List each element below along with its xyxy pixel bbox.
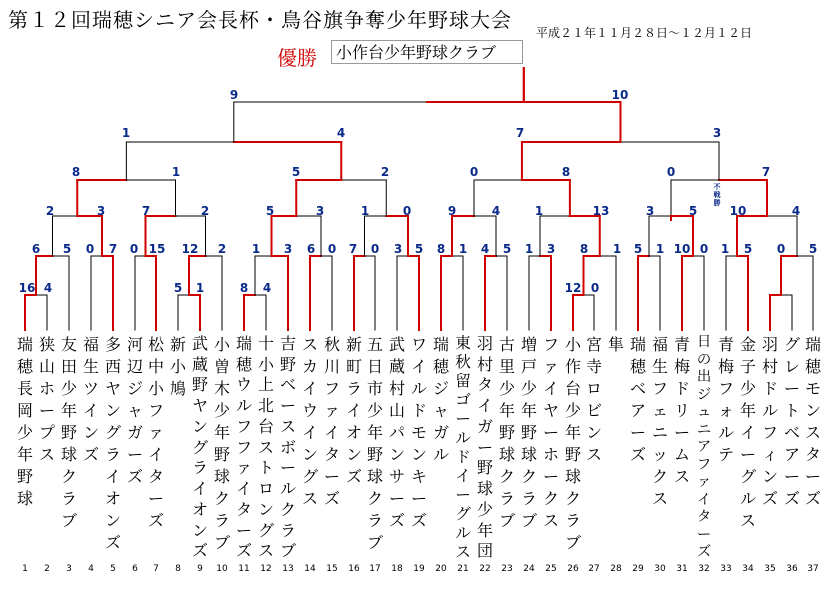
match-score: 3	[315, 204, 325, 218]
match-score: 1	[360, 204, 370, 218]
match-score: 3	[283, 242, 293, 256]
team-number: 17	[369, 564, 381, 574]
team-number: 35	[764, 564, 776, 574]
team-name: 狭 山 ホ ー プ ス	[38, 335, 55, 464]
match-score: 3	[712, 126, 722, 140]
team-name: 松 中 小 フ ァ イ タ ー ズ	[147, 335, 164, 530]
match-score: 4	[791, 204, 801, 218]
match-score: 2	[380, 165, 390, 179]
team-number: 3	[66, 564, 72, 574]
match-score: 1	[534, 204, 544, 218]
team-name: ス カ イ ウ イ ン グ ス	[301, 335, 318, 508]
team-name: 友 田 少 年 野 球 ク ラ ブ	[60, 335, 77, 530]
team-number: 14	[304, 564, 316, 574]
match-score: 1	[612, 242, 622, 256]
team-name: 瑞 穂 ジ ャ ガ ル	[432, 335, 449, 464]
match-score: 1	[171, 165, 181, 179]
match-score: 2	[45, 204, 55, 218]
match-score: 10	[673, 242, 691, 256]
match-score: 0	[699, 242, 709, 256]
team-name: 新 町 ラ イ オ ン ズ	[345, 335, 362, 486]
match-score: 7	[348, 242, 358, 256]
winner-label: 優勝	[277, 46, 317, 70]
team-number: 37	[807, 564, 819, 574]
team-number: 22	[479, 564, 491, 574]
team-number: 6	[132, 564, 138, 574]
match-score: 1	[251, 242, 261, 256]
team-number: 19	[413, 564, 425, 574]
match-score: 8	[239, 281, 249, 295]
match-score: 0	[402, 204, 412, 218]
team-number: 11	[238, 564, 250, 574]
team-name: 瑞 穂 ウ ル フ フ ァ イ タ ー ズ	[235, 334, 252, 561]
team-number: 4	[88, 564, 94, 574]
team-number: 13	[282, 564, 294, 574]
team-number: 15	[326, 564, 338, 574]
match-score: 1	[121, 126, 131, 140]
match-score: 4	[262, 281, 272, 295]
match-score: 0	[129, 242, 139, 256]
team-name: 金 子 少 年 イ ー グ ル ス	[739, 335, 756, 530]
team-number: 34	[742, 564, 754, 574]
team-name: 河 辺 ジ ャ ガ ー ズ	[126, 335, 143, 486]
team-number: 32	[698, 564, 710, 574]
match-score: 5	[633, 242, 643, 256]
match-score: 5	[743, 242, 753, 256]
team-number: 2	[44, 564, 50, 574]
team-name: 羽 村 タ イ ガ ー 野 球 少 年 団	[476, 334, 493, 561]
team-number: 21	[457, 564, 469, 574]
match-score: 4	[43, 281, 53, 295]
team-number: 16	[348, 564, 360, 574]
match-score: 5	[688, 204, 698, 218]
match-score: 5	[808, 242, 818, 256]
team-number: 1	[22, 564, 28, 574]
match-score: 3	[96, 204, 106, 218]
team-number: 26	[567, 564, 579, 574]
match-score: 13	[592, 204, 610, 218]
team-name: 増 戸 少 年 野 球 ク ラ ブ	[520, 335, 537, 530]
match-score: 7	[515, 126, 525, 140]
team-name: 日 の 出 ジ ュ ニ ア フ ァ イ タ ー ズ	[696, 334, 712, 561]
team-number: 10	[216, 564, 228, 574]
match-score: 7	[761, 165, 771, 179]
match-score: 0	[469, 165, 479, 179]
team-name: 青 梅 フ ォ ル テ	[717, 335, 734, 464]
match-score: 0	[666, 165, 676, 179]
match-score: 9	[447, 204, 457, 218]
team-number: 7	[153, 564, 159, 574]
match-score: 5	[414, 242, 424, 256]
match-score: 9	[229, 88, 239, 102]
match-score: 4	[336, 126, 346, 140]
match-score: 4	[491, 204, 501, 218]
team-name: グ レ ー ト ベ ア ー ズ	[783, 335, 800, 508]
team-name: 福 生 フ ェ ニ ッ ク ス	[651, 335, 668, 508]
team-number: 9	[197, 564, 203, 574]
match-score: 5	[502, 242, 512, 256]
team-number: 8	[175, 564, 181, 574]
team-name: 古 里 少 年 野 球 ク ラ ブ	[498, 335, 515, 530]
team-number: 12	[260, 564, 272, 574]
team-name: 多 西 ヤ ン グ ラ イ オ ン ズ	[104, 335, 121, 552]
match-score: 1	[458, 242, 468, 256]
team-name: 五 日 市 少 年 野 球 ク ラ ブ	[366, 335, 383, 552]
team-name: 隼	[607, 335, 624, 354]
match-score: 15	[148, 242, 166, 256]
match-score: 3	[645, 204, 655, 218]
team-name: フ ァ イ ヤ ー ホ ー ク ス	[542, 335, 559, 530]
team-name: ワ イ ル ド モ ン キ ー ズ	[410, 335, 427, 530]
team-name: 吉 野 ベ ー ス ボ ー ル ク ラ ブ	[279, 334, 296, 561]
match-score: 6	[31, 242, 41, 256]
match-score: 0	[85, 242, 95, 256]
match-score: 2	[200, 204, 210, 218]
match-score: 4	[480, 242, 490, 256]
team-name: 瑞 穂 長 岡 少 年 野 球	[16, 335, 33, 508]
team-name: 十 小 上 北 台 ス ト ロ ン グ ス	[257, 334, 274, 561]
team-number: 29	[632, 564, 644, 574]
match-score: 2	[217, 242, 227, 256]
team-name: 羽 村 ド ル フ ィ ン ズ	[761, 335, 778, 508]
team-number: 36	[786, 564, 798, 574]
team-name: 武 蔵 野 ヤ ン グ ラ イ オ ン ズ	[191, 334, 208, 561]
team-name: 福 生 ツ イ ン ズ	[82, 335, 99, 464]
team-number: 24	[523, 564, 535, 574]
match-score: 3	[393, 242, 403, 256]
match-score: 7	[108, 242, 118, 256]
team-number: 23	[501, 564, 513, 574]
match-score: 1	[720, 242, 730, 256]
match-score: 1	[195, 281, 205, 295]
match-score: 8	[561, 165, 571, 179]
match-score: 1	[524, 242, 534, 256]
match-score: 10	[611, 88, 629, 102]
forfeit-note: 不 戦 勝	[713, 183, 721, 207]
match-score: 5	[173, 281, 183, 295]
match-score: 12	[181, 242, 199, 256]
match-score: 7	[141, 204, 151, 218]
match-score: 5	[291, 165, 301, 179]
team-number: 33	[720, 564, 732, 574]
team-number: 5	[110, 564, 116, 574]
match-score: 0	[776, 242, 786, 256]
match-score: 5	[62, 242, 72, 256]
team-number: 25	[545, 564, 557, 574]
team-name: 小 作 台 少 年 野 球 ク ラ ブ	[564, 335, 581, 552]
winner-team: 小作台少年野球クラブ	[331, 40, 523, 64]
team-name: 東 秋 留 ゴ ー ル ド イ ー グ ル ス	[455, 334, 471, 561]
match-score: 16	[18, 281, 36, 295]
match-score: 6	[306, 242, 316, 256]
match-score: 0	[327, 242, 337, 256]
team-number: 27	[588, 564, 600, 574]
match-score: 0	[370, 242, 380, 256]
team-name: 瑞 穂 ベ ア ー ズ	[629, 335, 646, 464]
team-number: 31	[676, 564, 688, 574]
team-number: 28	[610, 564, 622, 574]
team-name: 青 梅 ド リ ー ム ス	[673, 335, 690, 486]
team-name: 新 小 鳩	[169, 335, 186, 398]
team-number: 30	[654, 564, 666, 574]
match-score: 10	[729, 204, 747, 218]
team-name: 武 蔵 村 山 パ ン サ ー ズ	[388, 335, 405, 530]
page-title: 第１２回瑞穂シニア会長杯・鳥谷旗争奪少年野球大会	[8, 8, 512, 32]
match-score: 5	[265, 204, 275, 218]
team-number: 20	[435, 564, 447, 574]
match-score: 8	[436, 242, 446, 256]
team-name: 瑞 穂 モ ン ス タ ー ズ	[804, 335, 821, 508]
team-name: 宮 寺 ロ ビ ン ス	[585, 335, 602, 464]
team-number: 18	[391, 564, 403, 574]
match-score: 8	[71, 165, 81, 179]
match-score: 12	[564, 281, 582, 295]
match-score: 8	[579, 242, 589, 256]
match-score: 0	[590, 281, 600, 295]
match-score: 1	[655, 242, 665, 256]
team-name: 秋 川 フ ァ イ タ ー ズ	[323, 335, 340, 508]
tournament-period: 平成２１年１１月２８日～１２月１２日	[536, 26, 753, 40]
team-name: 小 曽 木 少 年 野 球 ク ラ ブ	[213, 335, 230, 552]
match-score: 3	[546, 242, 556, 256]
